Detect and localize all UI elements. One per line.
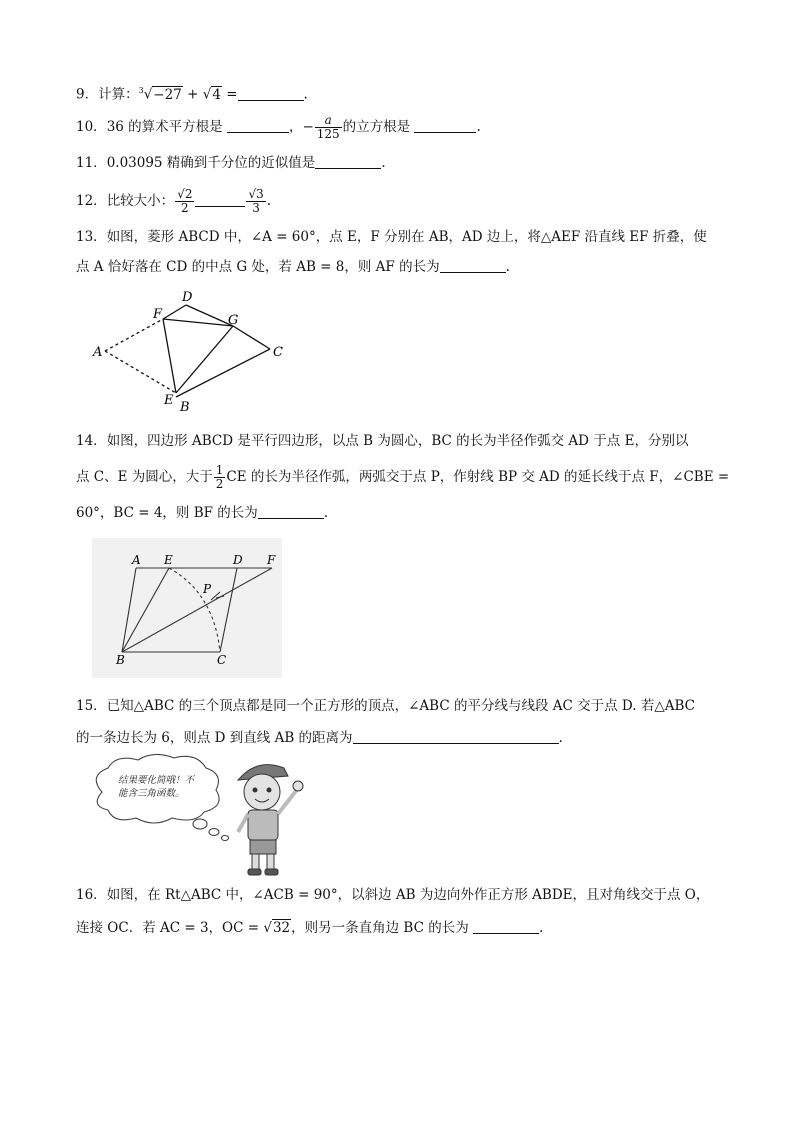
boy-icon — [238, 765, 303, 875]
segment-FG — [163, 319, 233, 326]
answer-blank-15[interactable] — [353, 729, 559, 744]
segment-BF-ray — [122, 568, 272, 652]
arc-mark-1 — [211, 592, 220, 600]
label-F: F — [267, 553, 276, 567]
label-B: B — [180, 400, 190, 415]
label-C: C — [273, 345, 283, 360]
bubble-text-2: 能含三角函数。 — [118, 788, 185, 799]
question-10: 10．36 的算术平方根是 ，− $\frac{a}{125}$ 的立方根是 . — [76, 113, 481, 141]
segment-FD — [163, 305, 186, 319]
bubble-text-1: 结果要化简哦！不 — [118, 775, 195, 786]
answer-blank-13[interactable] — [440, 258, 506, 273]
question-16: 16．如图，在 Rt△ABC 中，∠ACB = 90°，以斜边 AB 为边向外作正方形 ABDE，且对角线交于点 O， — [76, 887, 710, 903]
label-D: D — [233, 553, 243, 567]
question-15: 15．已知△ABC 的三个顶点都是同一个正方形的顶点，∠ABC 的平分线与线段 AC 交于点 D. 若△ABC — [76, 698, 695, 714]
question-11: 11．0.03095 精确到千分位的近似值是 . — [76, 155, 386, 171]
question-12: 12．比较大小： $\frac{√2}{2}$ $\frac{√3}{3}$ . — [76, 187, 272, 215]
answer-blank-11[interactable] — [315, 154, 381, 169]
question-14-line2: 点 C、E 为圆心，大于 $\frac{1}{2}$ CE 的长为半径作弧，两弧交于点 P，作射线 BP 交 AD 的延长线于点 F，∠CBE = — [76, 463, 730, 491]
question-13: 13．如图，菱形 ABCD 中，∠A = 60°，点 E，F 分别在 AB，AD 边上，将△AEF 沿直线 EF 折叠，使 — [76, 229, 707, 245]
parallelogram-figure — [92, 538, 282, 678]
label-A: A — [93, 345, 103, 360]
label-D: D — [182, 290, 193, 305]
question-15-line2: 的一条边长为 6，则点 D 到直线 AB 的距离为 . — [76, 730, 563, 746]
segment-CB — [176, 349, 270, 397]
label-E: E — [164, 553, 173, 567]
answer-blank-12[interactable] — [195, 192, 245, 207]
segment-DG — [186, 305, 233, 326]
answer-blank-14[interactable] — [258, 504, 324, 519]
segment-CD — [220, 568, 237, 652]
label-A: A — [132, 553, 141, 567]
question-14: 14．如图，四边形 ABCD 是平行四边形，以点 B 为圆心，BC 的长为半径作弧交 AD 于点 E，分别以 — [76, 433, 689, 449]
answer-blank-10b[interactable] — [414, 118, 476, 133]
question-14-line3: 60°，BC = 4，则 BF 的长为 . — [76, 505, 329, 521]
label-F: F — [153, 307, 163, 322]
segment-AE-dashed — [105, 351, 176, 393]
answer-blank-9[interactable] — [238, 86, 304, 101]
label-C: C — [217, 653, 227, 667]
label-P: P — [203, 582, 212, 596]
label-G: G — [228, 313, 239, 328]
rhombus-figure — [90, 288, 300, 418]
answer-blank-16[interactable] — [473, 919, 539, 934]
label-B: B — [116, 653, 125, 667]
question-9: 9．计算：$^3$√−27 + √4 = . — [76, 86, 308, 103]
segment-AF-dashed — [105, 319, 163, 351]
fraction-a-125: $\frac{a}{125}$ — [316, 113, 340, 141]
question-16-line2: 连接 OC．若 AC = 3，OC = √32，则另一条直角边 BC 的长为 . — [76, 920, 544, 936]
question-13-line2: 点 A 恰好落在 CD 的中点 G 处，若 AB = 8，则 AF 的长为 . — [76, 259, 510, 275]
label-E: E — [164, 393, 174, 408]
answer-blank-10a[interactable] — [227, 118, 289, 133]
cartoon-boy-hint — [88, 752, 318, 880]
segment-FE — [163, 319, 176, 393]
segment-GC — [233, 326, 270, 349]
arc-CE-dashed — [169, 568, 220, 652]
